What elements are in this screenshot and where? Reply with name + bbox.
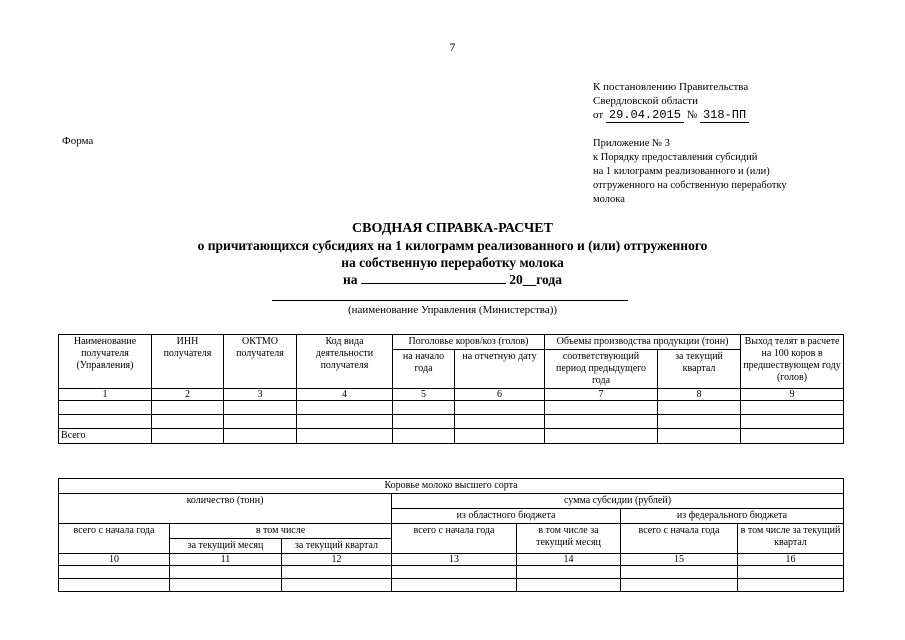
decree-line-1: К постановлению Правительства — [593, 81, 749, 93]
header-qty-month: за текущий месяц — [170, 539, 282, 554]
calculation-table-1 — [58, 334, 844, 444]
column-number: 8 — [658, 389, 741, 401]
appendix-line: молока — [593, 194, 625, 205]
column-number: 10 — [59, 554, 170, 566]
decree-reference — [593, 80, 883, 122]
header-previous-period: соответствующий период предыдущего года — [545, 350, 658, 389]
header-qty-quarter: за текущий квартал — [282, 539, 392, 554]
table-row — [59, 579, 844, 592]
column-number: 4 — [297, 389, 393, 401]
page-number: 7 — [449, 40, 456, 54]
column-number: 5 — [393, 389, 455, 401]
date-blank-field — [361, 271, 506, 284]
appendix-block — [593, 137, 833, 207]
header-regional-ytd: всего с начала года — [392, 524, 517, 554]
title-on: на — [342, 272, 358, 287]
table-row — [59, 415, 844, 429]
header-start-of-year: на начало года — [393, 350, 455, 389]
column-number-row — [59, 389, 844, 401]
header-inn: ИНН получателя — [152, 335, 224, 389]
column-number: 11 — [170, 554, 282, 566]
header-oktmo: ОКТМО получателя — [224, 335, 297, 389]
decree-date: 29.04.2015 — [606, 108, 684, 123]
title-date-line — [0, 271, 905, 288]
ministry-caption: (наименование Управления (Министерства)) — [347, 304, 558, 316]
column-number: 1 — [59, 389, 152, 401]
header-regional-month: в том числе за текущий месяц — [517, 524, 621, 554]
column-number: 9 — [741, 389, 844, 401]
header-top-grade-milk: Коровье молоко высшего сорта — [59, 479, 844, 494]
total-label: Всего — [59, 429, 152, 444]
decree-num-sign: № — [686, 109, 698, 121]
table-row — [59, 401, 844, 415]
header-production-volumes: Объемы производства продукции (тонн) — [545, 335, 741, 350]
header-regional-budget: из областного бюджета — [392, 509, 621, 524]
header-subsidy-sum: сумма субсидии (рублей) — [392, 494, 844, 509]
header-report-date: на отчетную дату — [455, 350, 545, 389]
decree-line-2: Свердловской области — [593, 95, 698, 107]
column-number: 15 — [621, 554, 738, 566]
document-title — [0, 220, 905, 288]
ministry-name-field — [272, 300, 628, 301]
header-federal-quarter: в том числе за текущий квартал — [738, 524, 844, 554]
title-line-2: о причитающихся субсидиях на 1 килограмм реализованного и (или) отгруженного — [197, 238, 708, 253]
column-number: 6 — [455, 389, 545, 401]
table-row — [59, 566, 844, 579]
header-quantity: количество (тонн) — [59, 494, 392, 524]
appendix-line: на 1 килограмм реализованного и (или) — [593, 166, 770, 177]
column-number: 3 — [224, 389, 297, 401]
column-number: 16 — [738, 554, 844, 566]
table-header-row — [59, 479, 844, 494]
column-number: 12 — [282, 554, 392, 566]
title-line-3: на собственную переработку молока — [341, 255, 564, 270]
column-number: 2 — [152, 389, 224, 401]
decree-from: от — [593, 109, 604, 121]
column-number: 13 — [392, 554, 517, 566]
appendix-line: отгруженного на собственную переработку — [593, 180, 787, 191]
header-livestock: Поголовье коров/коз (голов) — [393, 335, 545, 350]
decree-date-line — [593, 108, 883, 122]
form-label: Форма — [62, 135, 94, 147]
header-calves-yield: Выход телят в расчете на 100 коров в предшествующем году (голов) — [741, 335, 844, 389]
column-number: 7 — [545, 389, 658, 401]
decree-number: 318-ПП — [700, 108, 749, 123]
column-number-row — [59, 554, 844, 566]
table-header-row — [59, 524, 844, 539]
table-header-row — [59, 335, 844, 350]
header-federal-ytd: всего с начала года — [621, 524, 738, 554]
header-federal-budget: из федерального бюджета — [621, 509, 844, 524]
header-qty-ytd: всего с начала года — [59, 524, 170, 554]
table-header-row — [59, 494, 844, 509]
header-recipient-name: Наименование получателя (Управления) — [59, 335, 152, 389]
title-line-1: СВОДНАЯ СПРАВКА-РАСЧЕТ — [352, 221, 553, 236]
appendix-line: к Порядку предоставления субсидий — [593, 152, 758, 163]
title-year: 20__года — [509, 272, 562, 287]
calculation-table-2 — [58, 478, 844, 592]
header-current-quarter: за текущий квартал — [658, 350, 741, 389]
appendix-line: Приложение № 3 — [593, 138, 670, 149]
column-number: 14 — [517, 554, 621, 566]
header-activity-code: Код вида деятельности получателя — [297, 335, 393, 389]
total-row — [59, 429, 844, 444]
header-qty-including: в том числе — [170, 524, 392, 539]
